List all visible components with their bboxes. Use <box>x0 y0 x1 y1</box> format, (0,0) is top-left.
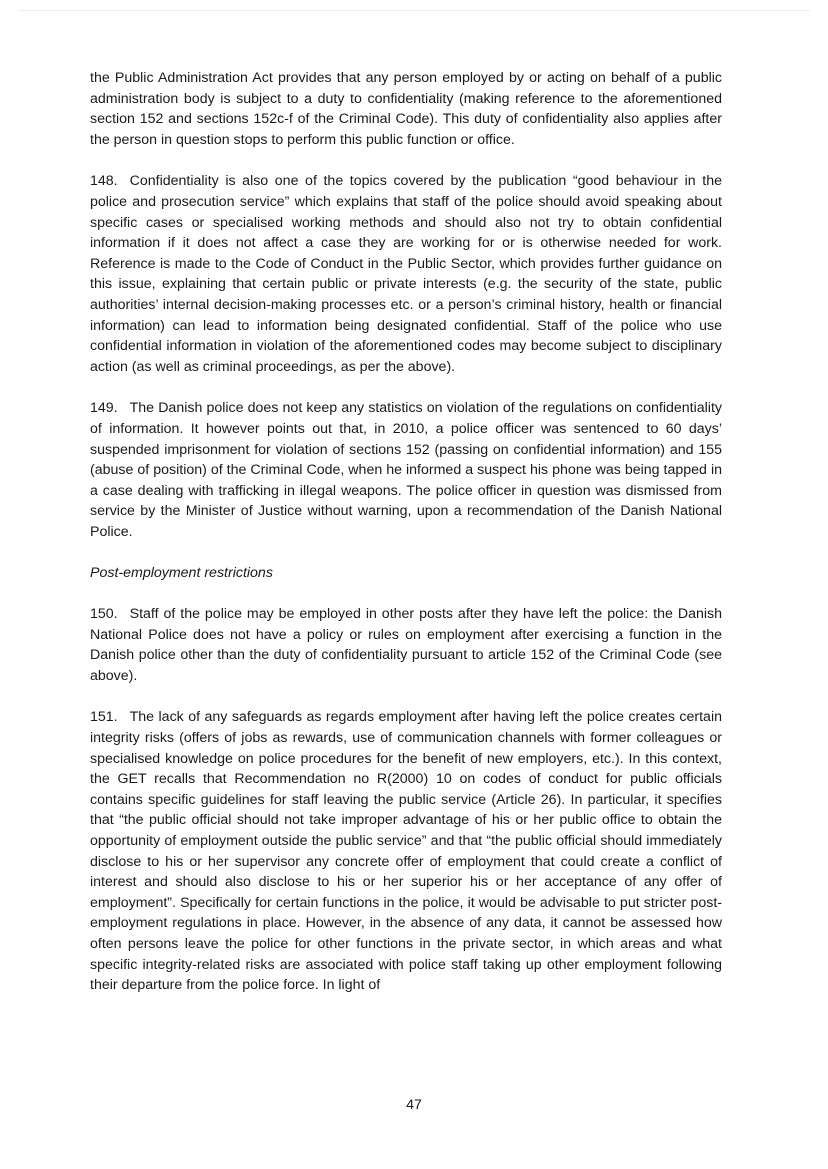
page-body <box>90 68 722 996</box>
paragraph-text: the Public Administration Act provides that any person employed by or acting on behalf of a public administration body is subject to a duty to confidentiality (making reference to the aforementioned section 152 and sections 152c-f of the Criminal Code). This duty of confidentiality also applies after the person in question stops to perform this public function or office. <box>90 70 722 148</box>
paragraph-text: The Danish police does not keep any statistics on violation of the regulations on confidentiality of information. It however points out that, in 2010, a police officer was sentenced to 60 days’ suspended imprisonment for violation of sections 152 (passing on confidential information) and 155 (abuse of position) of the Criminal Code, when he informed a suspect his phone was being tapped in a case dealing with trafficking in illegal weapons. The police officer in question was dismissed from service by the Minister of Justice without warning, upon a recommendation of the Danish National Police. <box>90 400 722 540</box>
paragraph-number: 149. <box>90 400 118 417</box>
scan-edge-line <box>18 10 810 11</box>
paragraph-continued <box>90 68 722 150</box>
page-number: 47 <box>406 1097 422 1113</box>
paragraph-150 <box>90 604 722 686</box>
paragraph-number: 148. <box>90 173 118 190</box>
paragraph-text: The lack of any safeguards as regards employment after having left the police creates certain integrity risks (offers of jobs as rewards, use of communication channels with former colleagues or specialised knowledge on police procedures for the benefit of new employers, etc.). In this context, the GET recalls that Recommendation no R(2000) 10 on codes of conduct for public officials contains specific guidelines for staff leaving the public service (Article 26). In particular, it specifies that “the public official should not take improper advantage of his or her public office to obtain the opportunity of employment outside the public service” and that “the public official should immediately disclose to his or her supervisor any concrete offer of employment that could create a conflict of interest and should also disclose to his or her superior his or her acceptance of any offer of employment”. Specifically for certain functions in the police, it would be advisable to put stricter post-employment regulations in place. However, in the absence of any data, it cannot be assessed how often persons leave the police for other functions in the private sector, in which areas and what specific integrity-related risks are associated with police staff taking up other employment following their departure from the police force. In light of <box>90 709 722 994</box>
section-heading: Post-employment restrictions <box>90 565 273 582</box>
paragraph-text: Staff of the police may be employed in other posts after they have left the police: the Danish National Police does not have a policy or rules on employment after exercising a function in the Danish police other than the duty of confidentiality pursuant to article 152 of the Criminal Code (see above). <box>90 606 722 684</box>
paragraph-text: Confidentiality is also one of the topics covered by the publication “good behaviour in the police and prosecution service” which explains that staff of the police should avoid speaking about specific cases or specialised working methods and should also not try to obtain confidential information if it does not affect a case they are working for or is otherwise needed for work. Reference is made to the Code of Conduct in the Public Sector, which provides further guidance on this issue, explaining that certain public or private interests (e.g. the security of the state, public authorities’ internal decision-making processes etc. or a person’s criminal history, health or financial information) can lead to information being designated confidential. Staff of the police who use confidential information in violation of the aforementioned codes may become subject to disciplinary action (as well as criminal proceedings, as per the above). <box>90 173 722 375</box>
paragraph-148 <box>90 171 722 377</box>
paragraph-number: 150. <box>90 606 118 623</box>
paragraph-149 <box>90 398 722 542</box>
paragraph-151 <box>90 707 722 995</box>
paragraph-number: 151. <box>90 709 118 726</box>
